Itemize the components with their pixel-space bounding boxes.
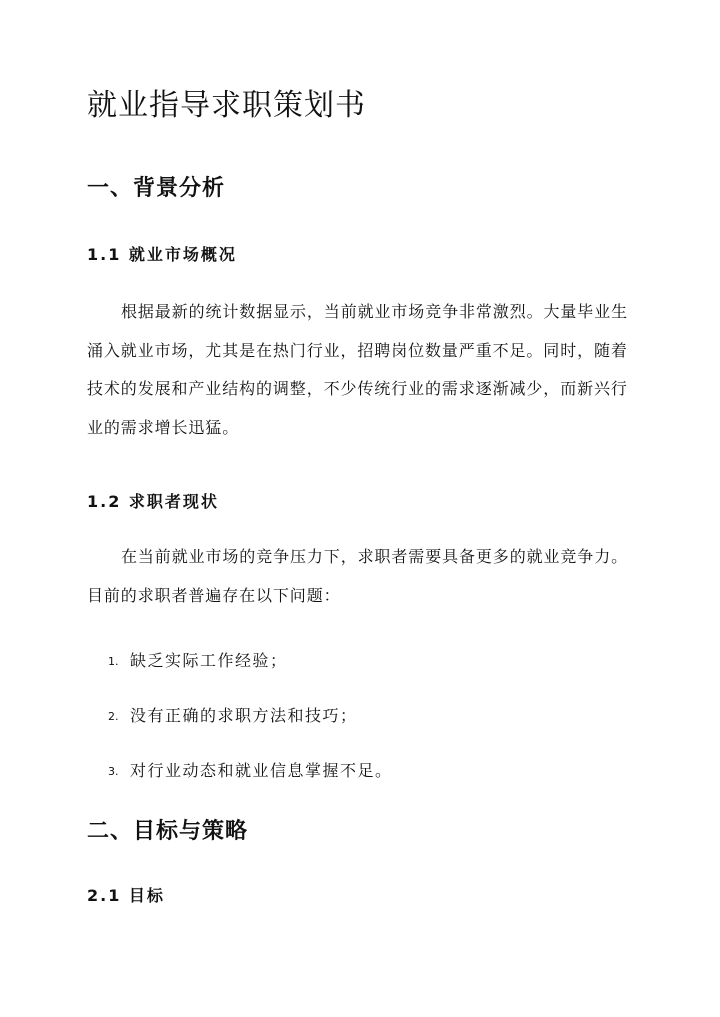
- list-item: [108, 704, 358, 729]
- list-item-number: 3.: [108, 765, 119, 778]
- list-item-text: 对行业动态和就业信息掌握不足。: [130, 761, 393, 780]
- list-item: [108, 759, 393, 784]
- paragraph-market-overview: [87, 293, 632, 448]
- list-item: [108, 649, 288, 674]
- list-item-number: 2.: [108, 710, 119, 723]
- paragraph-job-seeker-status: [87, 538, 632, 615]
- paragraph-job-seeker-status-text: 在当前就业市场的竞争压力下，求职者需要具备更多的就业竞争力。目前的求职者普遍存在以下问题：: [87, 547, 629, 605]
- subsection-heading-goals: 2.1 目标: [87, 886, 165, 905]
- subsection-heading-market-overview: 1.1 就业市场概况: [87, 245, 237, 264]
- section-heading-background: 一、背景分析: [87, 175, 226, 201]
- list-item-number: 1.: [108, 655, 119, 668]
- list-item-text: 没有正确的求职方法和技巧；: [130, 706, 358, 725]
- paragraph-market-overview-text: 根据最新的统计数据显示，当前就业市场竞争非常激烈。大量毕业生涌入就业市场，尤其是在热门行业，招聘岗位数量严重不足。同时，随着技术的发展和产业结构的调整，不少传统行业的需求逐渐减少，而新兴行业的需求增长迅猛。: [87, 302, 629, 438]
- document-title: 就业指导求职策划书: [87, 88, 366, 123]
- subsection-heading-job-seeker-status: 1.2 求职者现状: [87, 492, 219, 511]
- section-heading-goals-strategy: 二、目标与策略: [87, 818, 249, 844]
- list-item-text: 缺乏实际工作经验；: [130, 651, 288, 670]
